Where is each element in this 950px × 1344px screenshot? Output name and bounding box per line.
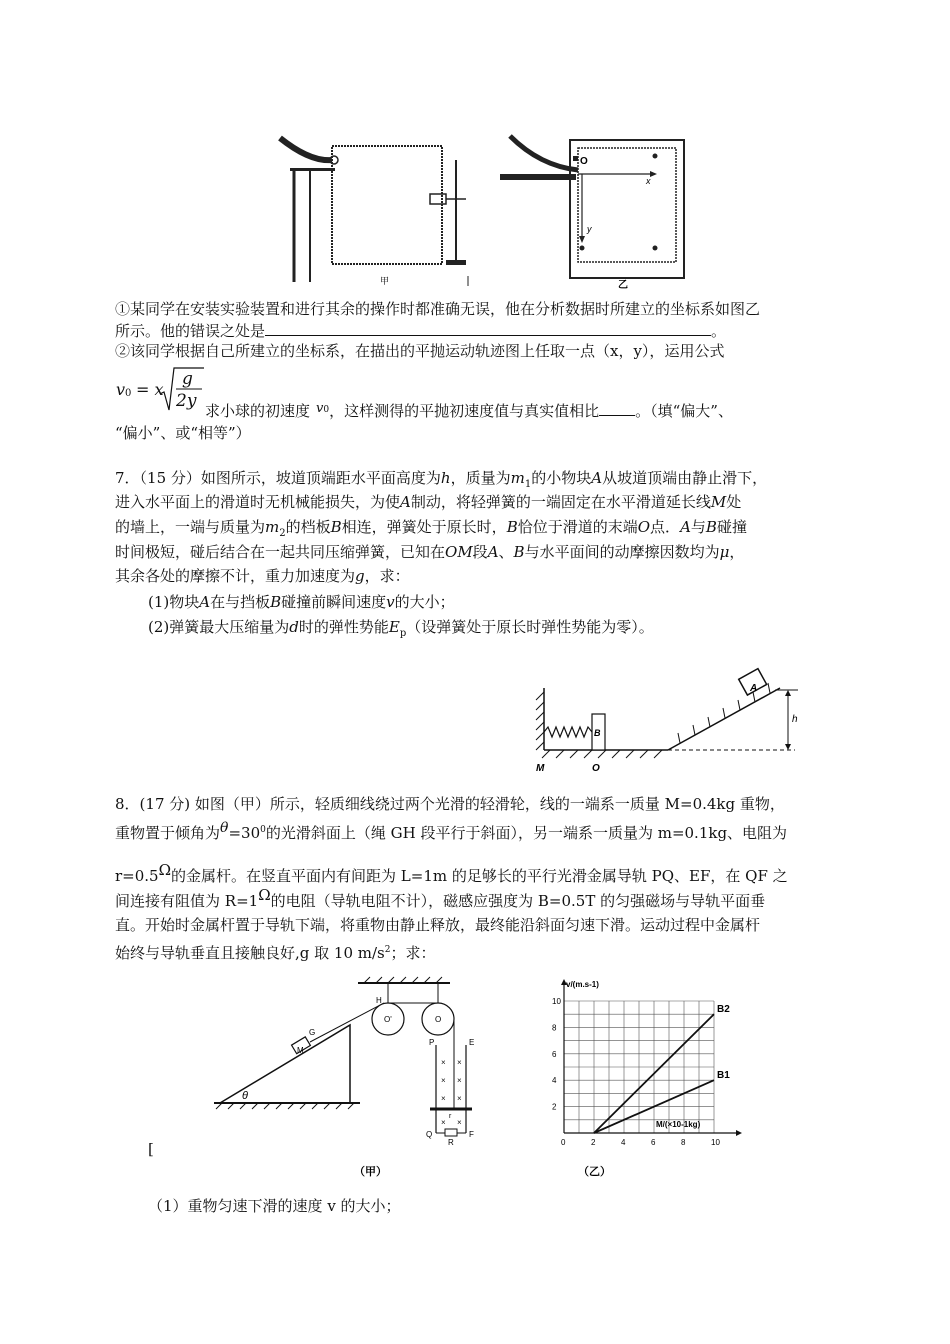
q7-part-1 (148, 592, 455, 612)
q7-l4-a: 时间极短，碰后结合在一起共同压缩弹簧，已知在 (115, 543, 446, 561)
q8-ohm-1: Ω (158, 861, 172, 879)
x-axis-arrow (736, 1130, 742, 1136)
q7-l1-msub: 1 (524, 479, 532, 490)
q8-l2-a: 重物置于倾角为 (115, 824, 221, 842)
q8-l6-b: ；求： (390, 944, 436, 962)
x-tick-label: 0 (561, 1138, 566, 1147)
q7-l2-A: A (400, 493, 411, 511)
q8-degree-sup: 0 (260, 825, 266, 835)
q8-fig-G-label: G (309, 1028, 316, 1037)
q7-l3-g: 碰撞 (716, 518, 747, 536)
figure-yi-origin-label: O (580, 156, 588, 167)
svg-text:×: × (441, 1118, 446, 1127)
q7-l1-h: h (440, 469, 451, 487)
q6-v0-symbol: v (316, 401, 324, 416)
q7-p1-a: (1)物块 (148, 593, 200, 611)
svg-text:×: × (457, 1094, 462, 1103)
q7-l3-B: B (330, 518, 342, 536)
y-tick-label: 6 (552, 1049, 557, 1059)
q7-l4-d: 与水平面间的动摩擦因数均为 (524, 543, 720, 561)
q7-line-4 (115, 542, 744, 562)
figure-yi-caption: 乙 (618, 280, 628, 291)
q7-p1-B: B (270, 593, 282, 611)
q8-fig-theta-label: θ (242, 1090, 248, 1102)
q7-part-2 (148, 617, 654, 644)
q8-ohm-2: Ω (258, 886, 271, 904)
q7-l3-m: m (265, 518, 280, 536)
q7-l4-OM: OM (445, 543, 473, 561)
q8-fig-P-label: P (429, 1038, 435, 1047)
q6-compare-answer-blank[interactable] (599, 401, 635, 416)
q7-l5-b: ，求： (364, 567, 410, 585)
x-tick-label: 10 (711, 1138, 720, 1147)
q7-l1-m: m (510, 469, 525, 487)
series-label-b1: B1 (717, 1070, 730, 1082)
q8-bracket: [ (148, 1140, 154, 1158)
q8-figure-yi-chart (520, 975, 760, 1185)
q7-p1-A: A (199, 593, 211, 611)
x-tick-label: 6 (651, 1138, 656, 1147)
q7-line-1 (115, 468, 767, 495)
q8-fig-M-label: M (297, 1046, 304, 1055)
q6-line-3: ②该同学根据自己所建立的坐标系，在描出的平抛运动轨迹图上任取一点（x，y），运用公式 (115, 342, 725, 360)
q7-fig-B-label: B (594, 728, 601, 738)
q7-l3-A: A (680, 518, 691, 536)
q7-line-5 (115, 566, 410, 586)
svg-text:×: × (457, 1058, 462, 1067)
q8-fig-F-label: F (469, 1130, 474, 1139)
q8-line-3 (115, 861, 788, 886)
svg-text:×: × (441, 1076, 446, 1085)
x-tick-label: 8 (681, 1138, 686, 1147)
q7-line-2 (115, 492, 741, 512)
q7-l4-A: A (487, 543, 499, 561)
q7-l3-f: 与 (690, 518, 706, 536)
q8-l6-sup: 2 (384, 945, 391, 955)
q7-l5-g: g (355, 567, 365, 585)
q7-l4-e: ， (729, 543, 745, 561)
q7-p1-d: 的大小； (394, 593, 455, 611)
q7-l1-A: A (591, 469, 603, 487)
q7-l2-c: 处 (726, 493, 742, 511)
y-tick-label: 8 (552, 1023, 557, 1033)
q8-line-1: 8．(17 分) 如图（甲）所示，轻质细线绕过两个光滑的轻滑轮，线的一端系一质量 M=0.4kg 重物， (115, 795, 785, 813)
series-label-b2: B2 (717, 1004, 730, 1016)
q7-l3-b: 的档板 (285, 518, 331, 536)
q7-p2-d: d (289, 618, 299, 636)
q8-fig-R-label: R (448, 1138, 454, 1147)
q6-line-4 (205, 401, 733, 424)
q8-l3-b: 的金属杆。在竖直平面内有间距为 L=1m 的足够长的平行光滑金属导轨 PQ、EF，在 QF 之 (171, 867, 788, 885)
q7-p2-E: E (388, 618, 400, 636)
q8-line-2 (115, 820, 787, 844)
q7-p1-b: 在与挡板 (210, 593, 271, 611)
q8-fig-Q-label: Q (426, 1130, 433, 1139)
figure-jia-apparatus (280, 132, 480, 292)
q6-line-2 (115, 321, 726, 341)
formula-v: v (116, 380, 126, 399)
q8-l4-b: 的电阻（导轨电阻不计），磁感应强度为 B=0.5T 的匀强磁场与导轨平面垂 (270, 892, 766, 910)
q7-l2-a: 进入水平面上的滑道时无机械能损失，为使 (115, 493, 401, 511)
formula-denominator: 2y (176, 391, 197, 411)
q7-fig-h-label: h (792, 714, 798, 725)
q7-l5-a: 其余各处的摩擦不计，重力加速度为 (115, 567, 356, 585)
y-axis-label: v/(m.s-1) (566, 980, 599, 989)
q7-p2-c: （设弹簧处于原长时弹性势能为零）。 (406, 618, 654, 636)
q6-error-prompt: 所示。他的错误之处是 (115, 322, 266, 340)
q8-fig-O-label: O (435, 1015, 442, 1024)
figure-yi-x-label: x (646, 176, 651, 186)
q6-line4-compare: ，这样测得的平抛初速度值与真实值相比 (329, 402, 600, 420)
formula-v-sub: 0 (125, 388, 132, 399)
q6-formula (116, 366, 206, 414)
chart-axes (561, 979, 742, 1136)
q6-v0-sub: 0 (323, 405, 330, 415)
q6-line-5: “偏小”、或“相等”） (115, 424, 251, 442)
q7-l1-d: 从坡道顶端由静止滑下， (602, 469, 768, 487)
q7-l4-b: 段 (472, 543, 488, 561)
svg-text:×: × (457, 1118, 462, 1127)
q8-l6-a: 始终与导轨垂直且接触良好,g 取 10 m/s (115, 944, 385, 962)
q7-l3-msub: 2 (279, 528, 286, 539)
formula-numerator: g (182, 369, 193, 389)
q7-l3-d: 恰位于滑道的末端 (517, 518, 638, 536)
figure-yi-coordinate (500, 136, 690, 291)
y-tick-label: 4 (552, 1076, 557, 1086)
q8-l3-a: r=0.5 (115, 867, 159, 885)
q8-figure-jia-pulley (210, 975, 500, 1185)
y-tick-label: 2 (552, 1102, 557, 1112)
q6-line4-text: 求小球的初速度 (205, 402, 311, 420)
q7-l4-c: 、 (498, 543, 514, 561)
q8-fig-E-label: E (469, 1038, 475, 1047)
q7-p1-c: 碰撞前瞬间速度 (281, 593, 387, 611)
q7-p2-Esub: p (399, 628, 407, 639)
q8-fig-r-label: r (449, 1113, 452, 1120)
q7-l3-a: 的墙上，一端与质量为 (115, 518, 266, 536)
figure-yi-y-label: y (587, 224, 592, 234)
q8-l4-a: 间连接有阻值为 R=1 (115, 892, 259, 910)
svg-text:×: × (441, 1058, 446, 1067)
q7-l2-M: M (710, 493, 727, 511)
q7-l1-c: 的小物块 (531, 469, 592, 487)
q6-error-answer-blank[interactable] (265, 321, 711, 336)
q7-l3-e: 点． (650, 518, 681, 536)
q7-figure-slope-spring (530, 670, 830, 775)
q7-l2-b: 制动，将轻弹簧的一端固定在水平滑道延长线 (410, 493, 711, 511)
q8-l2-c: 的光滑斜面上（绳 GH 段平行于斜面），另一端系一质量为 m=0.1kg、电阻为 (265, 824, 788, 842)
q7-l3-O: O (637, 518, 651, 536)
q7-p2-b: 时的弹性势能 (298, 618, 389, 636)
q8-line-5: 直。开始时金属杆置于导轨下端，将重物由静止释放，最终能沿斜面匀速下滑。运动过程中金属杆 (115, 916, 761, 934)
q8-part-1: （1）重物匀速下滑的速度 v 的大小； (148, 1197, 401, 1215)
q7-l4-mu: μ (719, 543, 730, 561)
x-tick-label: 2 (591, 1138, 596, 1147)
y-tick-label: 10 (552, 997, 561, 1006)
q7-l3-c: 相连，弹簧处于原长时， (341, 518, 507, 536)
q7-line-3 (115, 517, 747, 544)
figure-jia-caption: 甲 (380, 276, 390, 286)
q7-l4-B: B (513, 543, 525, 561)
q6-line-1: ①某同学在安装实验装置和进行其余的操作时都准确无误，他在分析数据时所建立的坐标系如图乙 (115, 300, 761, 318)
q8-l2-b: =30 (228, 824, 261, 842)
q7-l3-B3: B (705, 518, 717, 536)
q6-period: 。 (711, 322, 727, 340)
q8-figure-jia-caption: （甲） (354, 1166, 387, 1178)
q7-fig-O-label: O (592, 763, 600, 774)
x-tick-label: 4 (621, 1138, 626, 1147)
formula-eq: = x (136, 380, 164, 399)
q6-line4-options: 。（填“偏大”、 (635, 402, 733, 420)
svg-text:×: × (441, 1094, 446, 1103)
q7-fig-A-label: A (750, 683, 758, 694)
q7-p1-v: v (386, 593, 395, 611)
q8-line-4 (115, 886, 766, 911)
q7-fig-M-label: M (536, 763, 545, 774)
q7-l3-B2: B (506, 518, 518, 536)
q7-p2-a: (2)弹簧最大压缩量为 (148, 618, 290, 636)
q8-theta: θ (220, 820, 229, 836)
q8-figure-yi-caption: （乙） (578, 1166, 611, 1178)
q7-l1-a: 7．（15 分）如图所示，坡道顶端距水平面高度为 (115, 469, 441, 487)
q8-fig-H-label: H (376, 996, 382, 1005)
q8-fig-O1-label: O' (384, 1015, 392, 1024)
q7-l1-b: ，质量为 (450, 469, 511, 487)
svg-text:×: × (457, 1076, 462, 1085)
q8-line-6 (115, 940, 436, 963)
x-axis-label: M/(×10-1kg) (656, 1120, 701, 1129)
